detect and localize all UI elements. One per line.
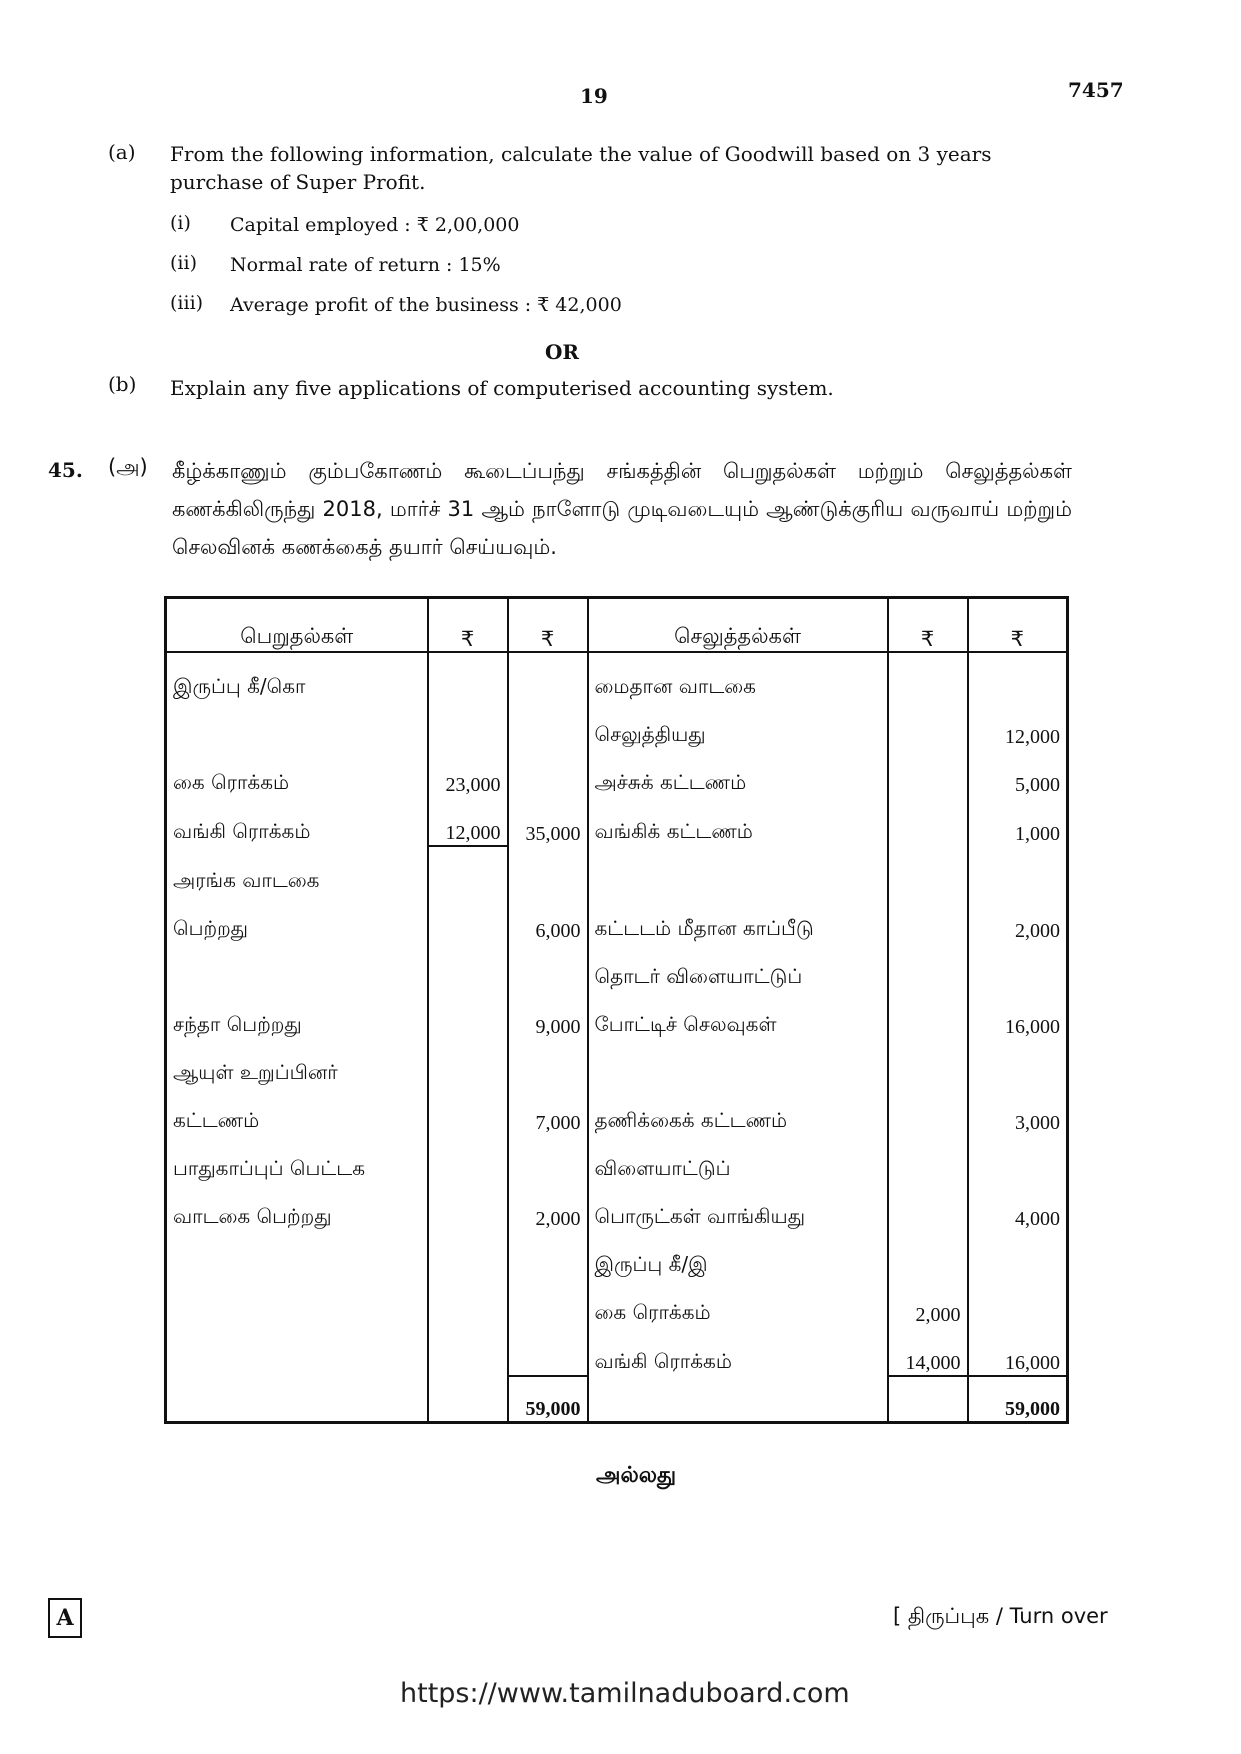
table-row xyxy=(166,943,1068,991)
table-cell: 1,000 xyxy=(968,797,1068,846)
q44a-label: (a) xyxy=(108,140,136,164)
table-cell xyxy=(888,652,968,701)
receipts-payments-table xyxy=(164,596,1069,1424)
table-cell: மைதான வாடகை xyxy=(588,652,888,701)
table-cell xyxy=(428,1327,508,1376)
table-cell xyxy=(428,1087,508,1135)
table-cell xyxy=(508,652,588,701)
table-cell xyxy=(968,943,1068,991)
total-payments: 59,000 xyxy=(968,1376,1068,1423)
table-cell xyxy=(888,1087,968,1135)
table-cell: 14,000 xyxy=(888,1327,968,1376)
table-cell xyxy=(968,1039,1068,1087)
table-cell: கை ரொக்கம் xyxy=(166,749,428,797)
header-receipts: பெறுதல்கள் xyxy=(166,598,428,653)
table-cell: விளையாட்டுப் xyxy=(588,1135,888,1183)
table-cell xyxy=(968,1279,1068,1327)
q44a-item-num: (i) xyxy=(170,212,191,234)
table-cell xyxy=(968,1135,1068,1183)
table-cell: 2,000 xyxy=(888,1279,968,1327)
table-row xyxy=(166,1039,1068,1087)
table-cell: 6,000 xyxy=(508,895,588,943)
paper-version-box: A xyxy=(48,1598,82,1638)
table-row xyxy=(166,1087,1068,1135)
turn-over-label: [ திருப்புக / Turn over xyxy=(893,1604,1108,1628)
table-cell xyxy=(508,846,588,895)
table-row xyxy=(166,1231,1068,1279)
table-cell: 23,000 xyxy=(428,749,508,797)
table-cell: வங்கி ரொக்கம் xyxy=(588,1327,888,1376)
table-cell xyxy=(428,1279,508,1327)
table-cell xyxy=(508,701,588,749)
table-cell: கட்டடம் மீதான காப்பீடு xyxy=(588,895,888,943)
table-cell xyxy=(428,701,508,749)
table-header-row xyxy=(166,598,1068,653)
table-cell xyxy=(428,846,508,895)
q44a-item-num: (ii) xyxy=(170,252,197,274)
q44b-text: Explain any five applications of computerised accounting system. xyxy=(170,376,834,400)
table-cell xyxy=(428,1183,508,1231)
q44a-item-text: Capital employed : ₹ 2,00,000 xyxy=(230,214,520,236)
table-cell xyxy=(508,1135,588,1183)
table-cell: வாடகை பெற்றது xyxy=(166,1183,428,1231)
table-row xyxy=(166,1135,1068,1183)
table-cell xyxy=(888,846,968,895)
source-url: https://www.tamilnaduboard.com xyxy=(400,1678,850,1709)
table-cell: போட்டிச் செலவுகள் xyxy=(588,991,888,1039)
table-cell xyxy=(888,991,968,1039)
table-cell xyxy=(428,1231,508,1279)
table-row xyxy=(166,749,1068,797)
table-cell xyxy=(888,1135,968,1183)
table-cell: 2,000 xyxy=(508,1183,588,1231)
table-row xyxy=(166,701,1068,749)
table-cell xyxy=(888,1231,968,1279)
table-cell xyxy=(888,1376,968,1423)
table-cell xyxy=(166,1327,428,1376)
table-cell xyxy=(888,1183,968,1231)
table-cell xyxy=(166,1376,428,1423)
table-cell: ஆயுள் உறுப்பினர் xyxy=(166,1039,428,1087)
q45-sub-label: (அ) xyxy=(108,455,148,479)
table-cell xyxy=(508,749,588,797)
table-row xyxy=(166,846,1068,895)
table-cell xyxy=(508,1327,588,1376)
table-cell: 5,000 xyxy=(968,749,1068,797)
table-cell: கட்டணம் xyxy=(166,1087,428,1135)
table-cell xyxy=(588,846,888,895)
table-cell xyxy=(508,1279,588,1327)
table-row xyxy=(166,991,1068,1039)
or-separator-en: OR xyxy=(545,340,580,364)
table-cell xyxy=(166,701,428,749)
table-cell: 4,000 xyxy=(968,1183,1068,1231)
q44a-line1: From the following information, calculate the value of Goodwill based on 3 years xyxy=(170,142,992,166)
table-cell: அரங்க வாடகை xyxy=(166,846,428,895)
table-cell xyxy=(166,1279,428,1327)
table-cell: 12,000 xyxy=(968,701,1068,749)
table-cell: பெற்றது xyxy=(166,895,428,943)
table-cell xyxy=(888,701,968,749)
table-cell: சந்தா பெற்றது xyxy=(166,991,428,1039)
table-row xyxy=(166,1327,1068,1376)
table-cell xyxy=(166,943,428,991)
table-cell xyxy=(888,1039,968,1087)
table-cell xyxy=(888,895,968,943)
table-row xyxy=(166,652,1068,701)
table-cell: கை ரொக்கம் xyxy=(588,1279,888,1327)
table-cell xyxy=(968,846,1068,895)
table-cell: வங்கி ரொக்கம் xyxy=(166,797,428,846)
header-rupee: ₹ xyxy=(508,598,588,653)
table-cell: இருப்பு கீ/இ xyxy=(588,1231,888,1279)
table-cell xyxy=(166,1231,428,1279)
table-row xyxy=(166,895,1068,943)
table-cell: வங்கிக் கட்டணம் xyxy=(588,797,888,846)
table-cell: இருப்பு கீ/கொ xyxy=(166,652,428,701)
q44a-item-text: Normal rate of return : 15% xyxy=(230,254,501,276)
q44a-text xyxy=(170,140,1070,196)
table-cell xyxy=(508,943,588,991)
table-cell xyxy=(508,1039,588,1087)
table-cell: 12,000 xyxy=(428,797,508,846)
q45-number: 45. xyxy=(48,458,83,482)
page-number: 19 xyxy=(580,84,608,108)
total-receipts: 59,000 xyxy=(508,1376,588,1423)
table-cell xyxy=(968,1231,1068,1279)
or-separator-ta: அல்லது xyxy=(596,1463,677,1488)
table-cell xyxy=(888,749,968,797)
table-cell: பொருட்கள் வாங்கியது xyxy=(588,1183,888,1231)
table-cell: 2,000 xyxy=(968,895,1068,943)
table-cell: 35,000 xyxy=(508,797,588,846)
table-cell: பாதுகாப்புப் பெட்டக xyxy=(166,1135,428,1183)
table-cell: தணிக்கைக் கட்டணம் xyxy=(588,1087,888,1135)
table-total-row xyxy=(166,1376,1068,1423)
table-cell: 16,000 xyxy=(968,991,1068,1039)
paper-code: 7457 xyxy=(1068,78,1124,102)
header-rupee: ₹ xyxy=(428,598,508,653)
header-rupee: ₹ xyxy=(888,598,968,653)
q44b-label: (b) xyxy=(108,372,137,396)
table-cell xyxy=(428,895,508,943)
table-cell xyxy=(428,943,508,991)
header-payments: செலுத்தல்கள் xyxy=(588,598,888,653)
table-row xyxy=(166,1279,1068,1327)
q44a-item-num: (iii) xyxy=(170,292,204,314)
table-cell xyxy=(588,1039,888,1087)
table-cell xyxy=(588,1376,888,1423)
table-cell: அச்சுக் கட்டணம் xyxy=(588,749,888,797)
table-row xyxy=(166,797,1068,846)
table-cell xyxy=(428,991,508,1039)
table-cell xyxy=(888,797,968,846)
header-rupee: ₹ xyxy=(968,598,1068,653)
table-cell: தொடர் விளையாட்டுப் xyxy=(588,943,888,991)
table-cell: 16,000 xyxy=(968,1327,1068,1376)
table-cell xyxy=(428,652,508,701)
table-cell: செலுத்தியது xyxy=(588,701,888,749)
table-cell xyxy=(508,1231,588,1279)
table-cell xyxy=(428,1039,508,1087)
table-cell: 9,000 xyxy=(508,991,588,1039)
q44a-line2: purchase of Super Profit. xyxy=(170,170,426,194)
table-row xyxy=(166,1183,1068,1231)
q45-text: கீழ்க்காணும் கும்பகோணம் கூடைப்பந்து சங்கத்தின் பெறுதல்கள் மற்றும் செலுத்தல்கள் கணக்கிலிருந்து 2018, மார்ச் 31 ஆம் நாளோடு முடிவடையும் ஆண்டுக்குரிய வருவாய் மற்றும் செலவினக் கணக்கைத் தயார் செய்யவும். xyxy=(172,459,1072,559)
table-cell: 3,000 xyxy=(968,1087,1068,1135)
table-cell xyxy=(428,1376,508,1423)
table-cell xyxy=(428,1135,508,1183)
table-cell: 7,000 xyxy=(508,1087,588,1135)
table-cell xyxy=(968,652,1068,701)
table-cell xyxy=(888,943,968,991)
q44a-item-text: Average profit of the business : ₹ 42,000 xyxy=(230,294,622,316)
